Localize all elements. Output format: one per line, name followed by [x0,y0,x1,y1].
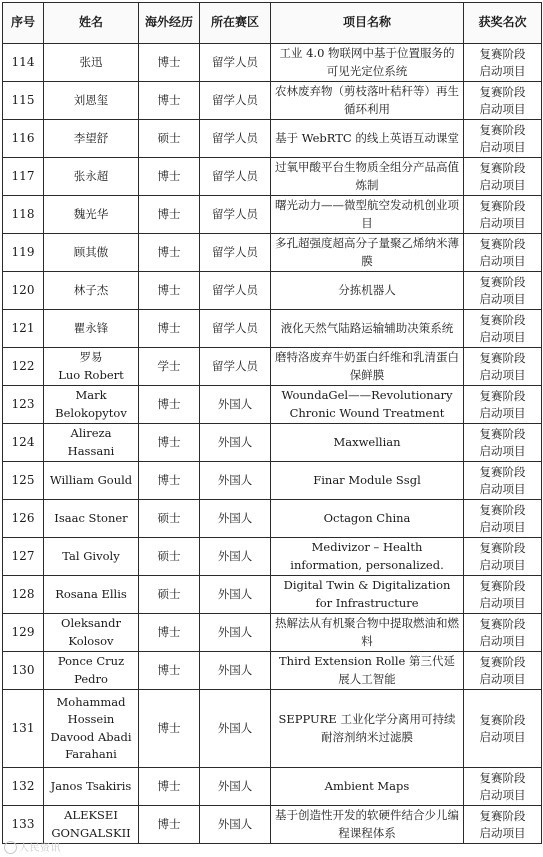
row-overseas: 硕士 [139,120,200,158]
prize-level: 启动项目 [479,291,526,306]
row-project: Octagon China [271,500,464,538]
row-no: 122 [3,348,44,386]
prize-stage: 复赛阶段 [479,84,526,99]
row-name: William Gould [44,462,139,500]
prize-stage: 复赛阶段 [479,502,526,517]
table-row [3,576,542,614]
row-project: 基于 WebRTC 的线上英语互动课堂 [271,120,464,158]
row-name: 瞿永锋 [44,310,139,348]
watermark-text: 人民资讯 [19,842,61,854]
header-row [3,3,542,44]
row-overseas: 硕士 [139,538,200,576]
row-name: Alireza Hassani [44,424,139,462]
row-name: Mohammad Hossein Davood Abadi Farahani [44,690,139,768]
prize-level: 启动项目 [479,595,526,610]
row-no: 128 [3,576,44,614]
row-zone: 外国人 [200,424,271,462]
table-row [3,806,542,844]
row-name: Ponce Cruz Pedro [44,652,139,690]
row-name: Isaac Stoner [44,500,139,538]
table-row [3,272,542,310]
table-body [3,44,542,844]
prize-level: 启动项目 [479,443,526,458]
row-zone: 外国人 [200,652,271,690]
row-name: Rosana Ellis [44,576,139,614]
row-zone: 留学人员 [200,234,271,272]
row-no: 127 [3,538,44,576]
row-overseas: 博士 [139,806,200,844]
prize-stage: 复赛阶段 [479,350,526,365]
row-project: 分拣机器人 [271,272,464,310]
row-project: Third Extension Rolle 第三代延展人工智能 [271,652,464,690]
prize-stage: 复赛阶段 [479,808,526,823]
header-overseas: 海外经历 [139,3,200,44]
row-name: 顾其傲 [44,234,139,272]
row-overseas: 博士 [139,768,200,806]
row-name: Oleksandr Kolosov [44,614,139,652]
row-zone: 外国人 [200,462,271,500]
row-overseas: 博士 [139,44,200,82]
prize-stage: 复赛阶段 [479,654,526,669]
table-row [3,386,542,424]
row-zone: 留学人员 [200,348,271,386]
table-row [3,690,542,768]
watermark [4,839,61,855]
awards-table [2,2,542,844]
prize-level: 启动项目 [479,787,526,802]
row-zone: 留学人员 [200,272,271,310]
row-project: SEPPURE 工业化学分离用可持续耐溶剂纳米过滤膜 [271,690,464,768]
row-overseas: 博士 [139,196,200,234]
row-zone: 外国人 [200,386,271,424]
table-row [3,768,542,806]
row-overseas: 博士 [139,310,200,348]
header-zone: 所在赛区 [200,3,271,44]
row-name: Tal Givoly [44,538,139,576]
row-project: Ambient Maps [271,768,464,806]
row-prize [464,386,542,424]
row-prize [464,272,542,310]
row-project: Digital Twin & Digitalization for Infrastructure [271,576,464,614]
table-row [3,652,542,690]
row-no: 115 [3,82,44,120]
row-zone: 留学人员 [200,82,271,120]
table-row [3,462,542,500]
prize-level: 启动项目 [479,671,526,686]
row-no: 129 [3,614,44,652]
row-zone: 留学人员 [200,310,271,348]
prize-stage: 复赛阶段 [479,160,526,175]
prize-stage: 复赛阶段 [479,388,526,403]
header-name: 姓名 [44,3,139,44]
row-prize [464,538,542,576]
prize-level: 启动项目 [479,101,526,116]
prize-stage: 复赛阶段 [479,312,526,327]
row-overseas: 博士 [139,272,200,310]
table-row [3,158,542,196]
prize-stage: 复赛阶段 [479,464,526,479]
row-prize [464,158,542,196]
table-row [3,614,542,652]
row-name: ALEKSEI GONGALSKII [44,806,139,844]
row-no: 117 [3,158,44,196]
row-overseas: 硕士 [139,576,200,614]
row-name: 张迅 [44,44,139,82]
row-prize [464,120,542,158]
table-row [3,44,542,82]
row-zone: 外国人 [200,500,271,538]
prize-level: 启动项目 [479,557,526,572]
row-project: 磨特洛废弃牛奶蛋白纤维和乳清蛋白保鲜膜 [271,348,464,386]
row-no: 126 [3,500,44,538]
row-no: 121 [3,310,44,348]
table-row [3,424,542,462]
row-no: 133 [3,806,44,844]
prize-level: 启动项目 [479,633,526,648]
row-project: 热解法从有机聚合物中提取燃油和燃料 [271,614,464,652]
row-project: 过氧甲酸平台生物质全组分产品高值炼制 [271,158,464,196]
row-prize [464,310,542,348]
row-name: 张永超 [44,158,139,196]
prize-stage: 复赛阶段 [479,616,526,631]
row-zone: 外国人 [200,576,271,614]
prize-level: 启动项目 [479,519,526,534]
row-prize [464,196,542,234]
row-no: 131 [3,690,44,768]
row-no: 130 [3,652,44,690]
prize-level: 启动项目 [479,63,526,78]
prize-stage: 复赛阶段 [479,770,526,785]
prize-stage: 复赛阶段 [479,426,526,441]
row-name: 刘恩玺 [44,82,139,120]
row-no: 120 [3,272,44,310]
row-project: WoundaGel——Revolutionary Chronic Wound Treatment [271,386,464,424]
row-name: 罗易 Luo Robert [44,348,139,386]
row-zone: 外国人 [200,538,271,576]
row-no: 124 [3,424,44,462]
row-prize [464,462,542,500]
row-no: 119 [3,234,44,272]
row-zone: 外国人 [200,768,271,806]
row-prize [464,652,542,690]
row-zone: 外国人 [200,690,271,768]
row-prize [464,768,542,806]
row-zone: 留学人员 [200,158,271,196]
row-project: 液化天然气陆路运输辅助决策系统 [271,310,464,348]
row-name: Mark Belokopytov [44,386,139,424]
prize-level: 启动项目 [479,729,526,744]
row-name: 李望舒 [44,120,139,158]
prize-stage: 复赛阶段 [479,540,526,555]
row-prize [464,424,542,462]
prize-level: 启动项目 [479,329,526,344]
row-overseas: 博士 [139,424,200,462]
prize-stage: 复赛阶段 [479,274,526,289]
table-row [3,500,542,538]
row-zone: 留学人员 [200,120,271,158]
table-header [3,3,542,44]
row-overseas: 博士 [139,234,200,272]
row-project: 曙光动力——微型航空发动机创业项目 [271,196,464,234]
table-row [3,348,542,386]
row-project: Medivizor – Health information, personalized. [271,538,464,576]
row-no: 123 [3,386,44,424]
table-row [3,234,542,272]
prize-level: 启动项目 [479,177,526,192]
row-project: 基于创造性开发的软硬件结合少儿编程课程体系 [271,806,464,844]
row-project: Finar Module Ssgl [271,462,464,500]
prize-level: 启动项目 [479,139,526,154]
row-overseas: 学士 [139,348,200,386]
row-zone: 留学人员 [200,196,271,234]
row-prize [464,348,542,386]
prize-level: 启动项目 [479,215,526,230]
row-overseas: 博士 [139,386,200,424]
prize-level: 启动项目 [479,825,526,840]
header-project: 项目名称 [271,3,464,44]
prize-stage: 复赛阶段 [479,236,526,251]
row-prize [464,234,542,272]
row-prize [464,614,542,652]
row-prize [464,44,542,82]
row-prize [464,690,542,768]
row-prize [464,576,542,614]
table-row [3,120,542,158]
prize-stage: 复赛阶段 [479,198,526,213]
table-row [3,538,542,576]
prize-stage: 复赛阶段 [479,712,526,727]
table-row [3,310,542,348]
row-name: 林子杰 [44,272,139,310]
row-project: 多孔超强度超高分子量聚乙烯纳米薄膜 [271,234,464,272]
row-no: 132 [3,768,44,806]
header-no: 序号 [3,3,44,44]
row-zone: 留学人员 [200,44,271,82]
row-prize [464,806,542,844]
prize-stage: 复赛阶段 [479,122,526,137]
row-project: Maxwellian [271,424,464,462]
row-overseas: 博士 [139,690,200,768]
row-name: Janos Tsakiris [44,768,139,806]
prize-level: 启动项目 [479,405,526,420]
row-overseas: 博士 [139,614,200,652]
row-prize [464,500,542,538]
row-name: 魏光华 [44,196,139,234]
prize-level: 启动项目 [479,481,526,496]
table-row [3,196,542,234]
row-overseas: 博士 [139,158,200,196]
prize-level: 启动项目 [479,253,526,268]
row-overseas: 博士 [139,462,200,500]
row-no: 114 [3,44,44,82]
row-zone: 外国人 [200,614,271,652]
row-no: 116 [3,120,44,158]
row-overseas: 硕士 [139,500,200,538]
row-no: 118 [3,196,44,234]
row-zone: 外国人 [200,806,271,844]
prize-stage: 复赛阶段 [479,46,526,61]
row-overseas: 博士 [139,82,200,120]
prize-stage: 复赛阶段 [479,578,526,593]
header-prize: 获奖名次 [464,3,542,44]
row-project: 工业 4.0 物联网中基于位置服务的可见光定位系统 [271,44,464,82]
row-project: 农林废弃物（剪枝落叶秸秆等）再生循环利用 [271,82,464,120]
row-overseas: 博士 [139,652,200,690]
row-prize [464,82,542,120]
watermark-icon [4,841,17,854]
row-no: 125 [3,462,44,500]
prize-level: 启动项目 [479,367,526,382]
table-row [3,82,542,120]
